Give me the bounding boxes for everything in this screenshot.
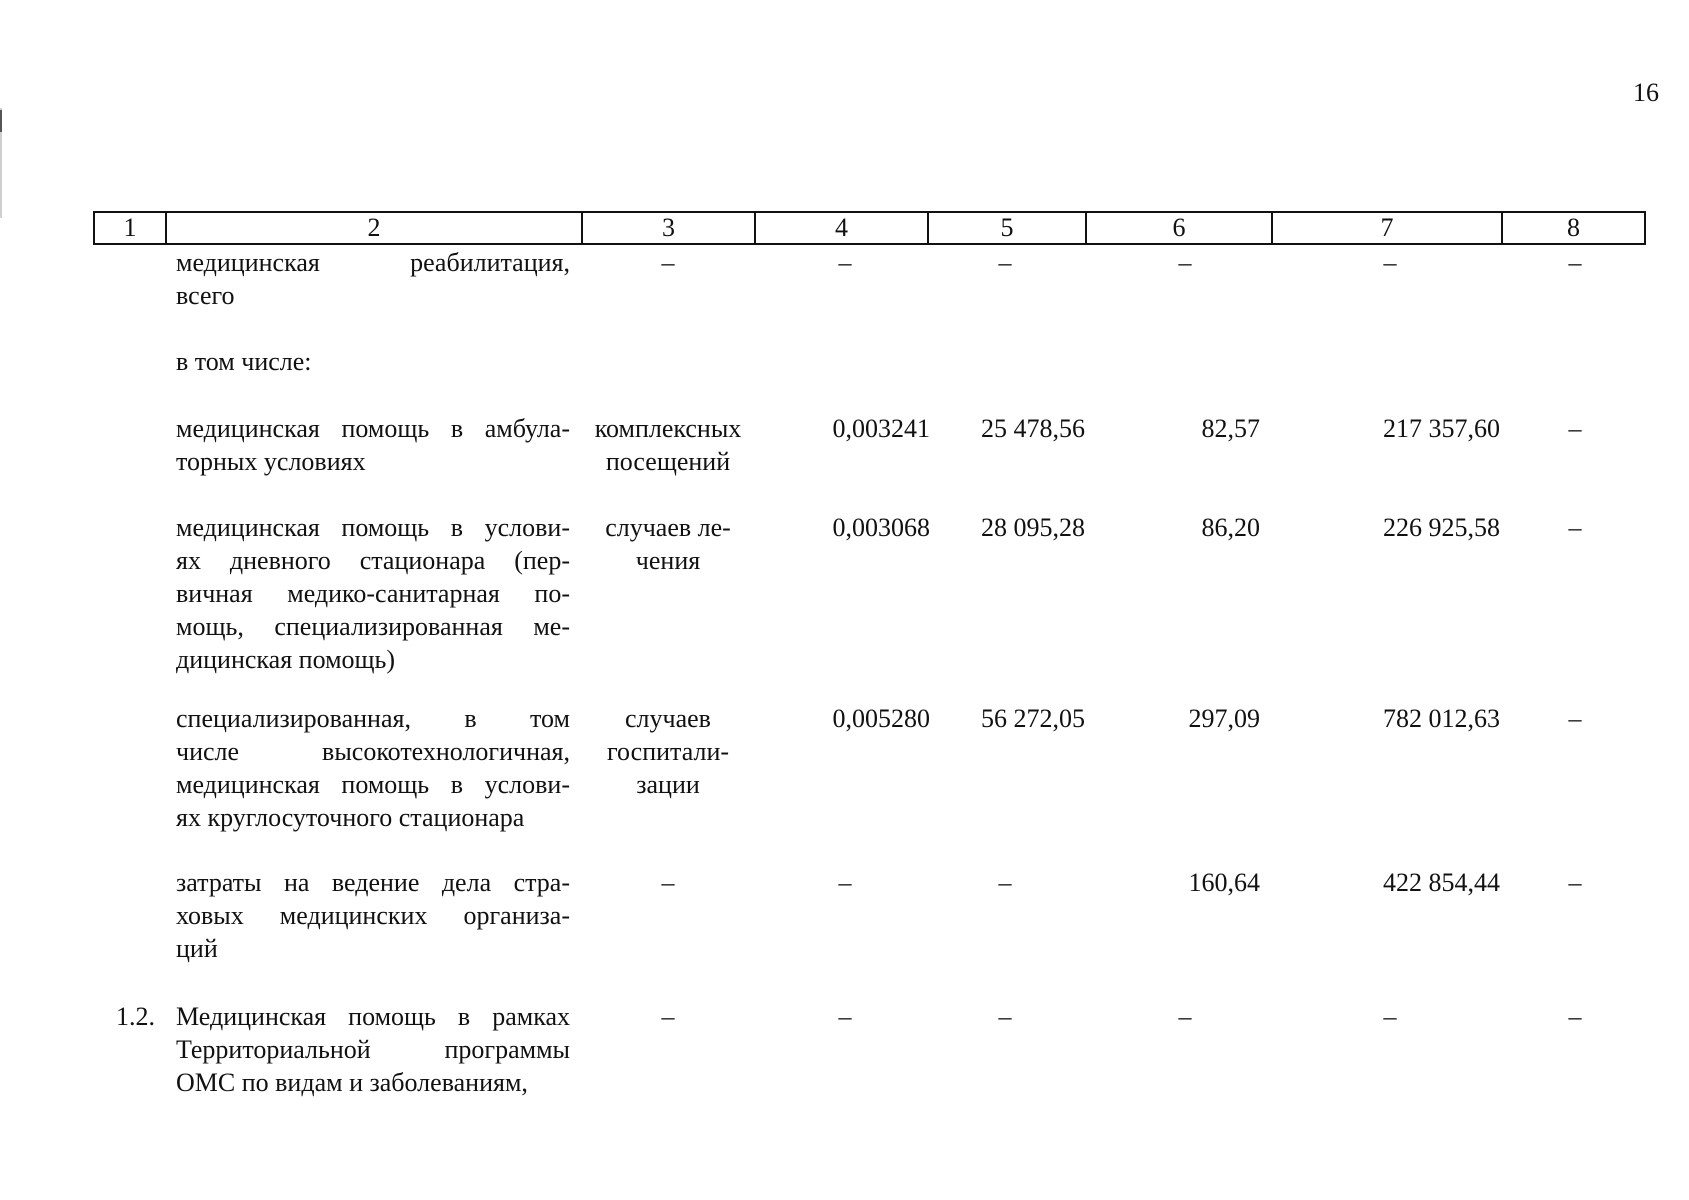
row-name-line: ховых медицинских организа- bbox=[176, 901, 570, 930]
column-number-3: 3 bbox=[582, 212, 755, 244]
page-number: 16 bbox=[1633, 78, 1659, 107]
row-name-line: ях дневного стационара (пер- bbox=[176, 546, 570, 575]
row-unit-line: чения bbox=[635, 546, 701, 575]
row-name-line: числе высокотехнологичная, bbox=[176, 737, 570, 766]
row-value-col5: – bbox=[998, 248, 1012, 277]
row-value-col7: 217 357,60 bbox=[1383, 414, 1500, 443]
row-value-col8: – bbox=[1568, 248, 1582, 277]
column-number-6: 6 bbox=[1086, 212, 1272, 244]
row-value-col7: – bbox=[1383, 1002, 1397, 1031]
row-name-line: медицинская реабилитация, bbox=[176, 248, 570, 277]
row-unit-line: – bbox=[661, 868, 675, 897]
row-name-line: медицинская помощь в услови- bbox=[176, 770, 570, 799]
row-name bbox=[176, 412, 570, 478]
row-value-col5: 56 272,05 bbox=[981, 704, 1085, 733]
row-unit-line: комплексных bbox=[594, 414, 742, 443]
row-name-line: медицинская помощь в амбула- bbox=[176, 414, 570, 443]
row-name-line: ях круглосуточного стационара bbox=[176, 803, 525, 832]
row-name-line: Территориальной программы bbox=[176, 1035, 570, 1064]
column-number-1: 1 bbox=[94, 212, 166, 244]
row-unit bbox=[583, 246, 753, 279]
row-unit-line: госпитали- bbox=[606, 737, 730, 766]
row-value-col8: – bbox=[1568, 868, 1582, 897]
row-value-col5: – bbox=[998, 1002, 1012, 1031]
row-name-line: вичная медико-санитарная по- bbox=[176, 579, 570, 608]
row-name-line: мощь, специализированная ме- bbox=[176, 612, 570, 641]
row-value-col4: 0,005280 bbox=[832, 704, 930, 733]
column-number-8: 8 bbox=[1502, 212, 1645, 244]
row-unit-line: посещений bbox=[605, 447, 731, 476]
row-value-col6: 297,09 bbox=[1188, 704, 1260, 733]
row-unit bbox=[583, 412, 753, 478]
row-value-col7: 226 925,58 bbox=[1383, 513, 1500, 542]
row-value-col6: 160,64 bbox=[1188, 868, 1260, 897]
row-unit-line: – bbox=[661, 1002, 675, 1031]
row-value-col6: 82,57 bbox=[1201, 414, 1260, 443]
row-value-col6: – bbox=[1178, 248, 1192, 277]
row-unit-line: зации bbox=[636, 770, 700, 799]
row-unit bbox=[583, 702, 753, 801]
row-name-line: всего bbox=[176, 281, 235, 310]
row-value-col8: – bbox=[1568, 414, 1582, 443]
row-value-col5: 28 095,28 bbox=[981, 513, 1085, 542]
row-name bbox=[176, 511, 570, 676]
row-value-col5: – bbox=[998, 868, 1012, 897]
row-value-col7: 422 854,44 bbox=[1383, 868, 1500, 897]
row-value-col8: – bbox=[1568, 1002, 1582, 1031]
row-number: 1.2. bbox=[116, 1002, 155, 1031]
row-value-col4: – bbox=[838, 1002, 852, 1031]
row-name-line: дицинская помощь) bbox=[176, 645, 396, 674]
column-number-2: 2 bbox=[166, 212, 582, 244]
row-name-line: ОМС по видам и заболеваниям, bbox=[176, 1068, 528, 1097]
row-name bbox=[176, 702, 570, 834]
row-value-col6: – bbox=[1178, 1002, 1192, 1031]
row-unit bbox=[583, 511, 753, 577]
row-unit bbox=[583, 1000, 753, 1033]
row-value-col7: – bbox=[1383, 248, 1397, 277]
row-value-col4: – bbox=[838, 868, 852, 897]
row-name bbox=[176, 246, 570, 312]
row-value-col7: 782 012,63 bbox=[1383, 704, 1500, 733]
column-number-header bbox=[93, 211, 1646, 245]
row-unit-line: случаев bbox=[625, 704, 711, 733]
row-value-col4: 0,003068 bbox=[832, 513, 930, 542]
row-name-line: специализированная, в том bbox=[176, 704, 570, 733]
scan-edge-mark-dark bbox=[0, 110, 2, 132]
row-name bbox=[176, 345, 570, 378]
row-name-line: затраты на ведение дела стра- bbox=[176, 868, 570, 897]
column-number-7: 7 bbox=[1272, 212, 1502, 244]
row-name-line: Медицинская помощь в рамках bbox=[176, 1002, 570, 1031]
row-unit-line: – bbox=[661, 248, 675, 277]
row-value-col5: 25 478,56 bbox=[981, 414, 1085, 443]
row-name bbox=[176, 866, 570, 965]
row-value-col4: 0,003241 bbox=[832, 414, 930, 443]
column-number-5: 5 bbox=[928, 212, 1086, 244]
row-value-col6: 86,20 bbox=[1201, 513, 1260, 542]
row-unit bbox=[583, 866, 753, 899]
row-value-col8: – bbox=[1568, 513, 1582, 542]
row-name-line: ций bbox=[176, 934, 218, 963]
row-name-line: торных условиях bbox=[176, 447, 366, 476]
row-value-col8: – bbox=[1568, 704, 1582, 733]
row-value-col4: – bbox=[838, 248, 852, 277]
row-unit-line: случаев ле- bbox=[605, 513, 731, 542]
column-number-4: 4 bbox=[755, 212, 928, 244]
row-name bbox=[176, 1000, 570, 1099]
row-name-line: в том числе: bbox=[176, 347, 312, 376]
row-name-line: медицинская помощь в услови- bbox=[176, 513, 570, 542]
